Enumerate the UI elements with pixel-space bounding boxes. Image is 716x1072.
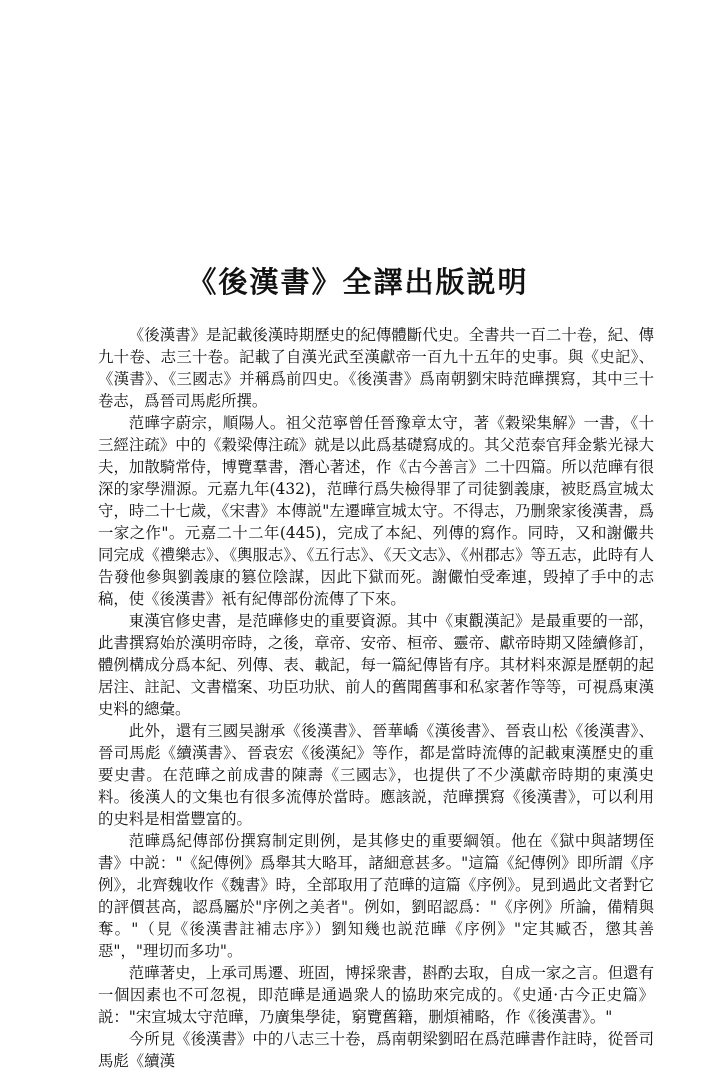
paragraph: 東漢官修史書，是范曄修史的重要資源。其中《東觀漢記》是最重要的一部，此書撰寫始於漢明帝時，之後，章帝、安帝、桓帝、靈帝、獻帝時期又陸續修訂，體例構成分爲本紀、列傳、表、載記，每一篇紀傳皆有序。其材料來源是歷朝的起居注、註記、文書檔案、功臣功狀、前人的舊聞舊事和私家著作等等，可視爲東漢史料的總彙。 (98, 612, 654, 718)
paragraph: 范曄字蔚宗，順陽人。祖父范寧曾任晉豫章太守，著《穀梁集解》一書，《十三經注疏》中的《穀梁傳注疏》就是以此爲基礎寫成的。其父范泰官拜金紫光禄大夫，加散騎常侍，博覽羣書，潛心著述，作《古今善言》二十四篇。所以范曄有很深的家學淵源。元嘉九年(432)，范曄行爲失檢得罪了司徒劉義康，被貶爲宣城太守，時二十七歲，《宋書》本傳説"左遷曄宣城太守。不得志，乃删衆家後漢書，爲一家之作"。元嘉二十二年(445)，完成了本紀、列傳的寫作。同時，又和謝儼共同完成《禮樂志》、《輿服志》、《五行志》、《天文志》、《州郡志》等五志，此時有人告發他參與劉義康的篡位陰謀，因此下獄而死。謝儼怕受牽連，毁掉了手中的志稿，使《後漢書》衹有紀傳部份流傳了下來。 (98, 414, 654, 608)
body-text (98, 324, 654, 1072)
paragraph: 范曄著史，上承司馬遷、班固，博採衆書，斟酌去取，自成一家之言。但還有一個因素也不可忽視，即范曄是通過衆人的協助來完成的。《史通·古今正史篇》説："宋宣城太守范曄，乃廣集學徒，窮覽舊籍，删煩補略，作《後漢書》。" (98, 964, 654, 1026)
paragraph: 范曄爲紀傳部份撰寫制定則例，是其修史的重要綱領。他在《獄中與諸甥侄書》中説："《紀傳例》爲舉其大略耳，諸細意甚多。"這篇《紀傳例》即所謂《序例》，北齊魏收作《魏書》時，全部取用了范曄的這篇《序例》。見到過此文者對它的評價甚高，認爲屬於"序例之美者"。例如，劉昭認爲："《序例》所論，備精與奪。"（見《後漢書註補志序》）劉知幾也説范曄《序例》"定其臧否，懲其善惡"，"理切而多功"。 (98, 832, 654, 960)
paragraph: 今所見《後漢書》中的八志三十卷，爲南朝梁劉昭在爲范曄書作註時，從晉司馬彪《續漢 (98, 1030, 654, 1070)
paragraph: 此外，還有三國吴謝承《後漢書》、晉華嶠《漢後書》、晉袁山松《後漢書》、晉司馬彪《續漢書》、晉袁宏《後漢紀》等作，都是當時流傳的記載東漢歷史的重要史書。在范曄之前成書的陳壽《三國志》，也提供了不少漢獻帝時期的東漢史料。後漢人的文集也有很多流傳於當時。應該説，范曄撰寫《後漢書》，可以利用的史料是相當豐富的。 (98, 722, 654, 828)
page-title: 《後漢書》全譯出版説明 (187, 265, 529, 299)
paragraph: 《後漢書》是記載後漢時期歷史的紀傳體斷代史。全書共一百二十卷，紀、傳九十卷、志三十卷。記載了自漢光武至漢獻帝一百九十五年的史事。與《史記》、《漢書》、《三國志》并稱爲前四史。《後漢書》爲南朝劉宋時范曄撰寫，其中三十卷志，爲晉司馬彪所撰。 (98, 326, 654, 410)
